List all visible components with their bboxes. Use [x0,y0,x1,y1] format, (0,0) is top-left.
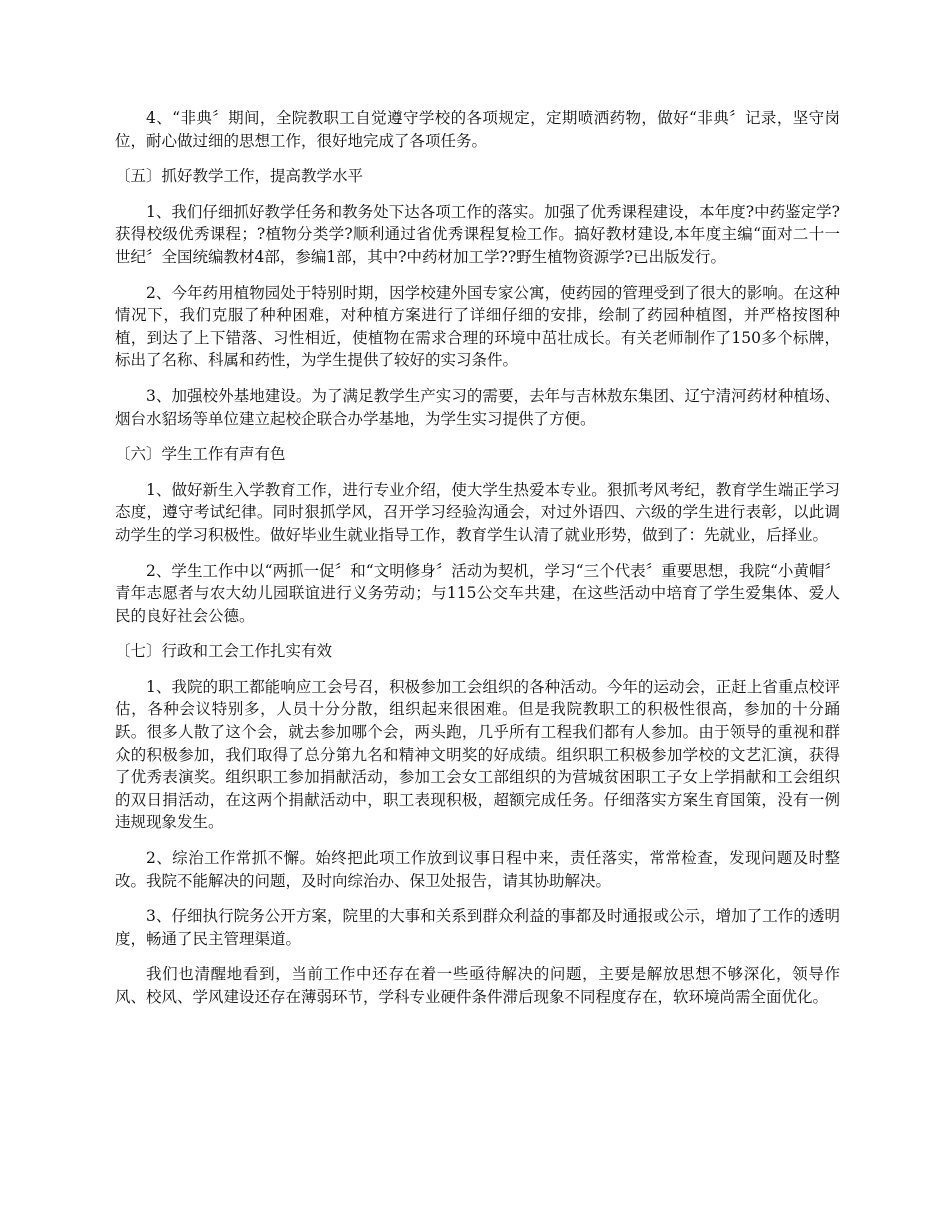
paragraph-6-1: 1、做好新生入学教育工作，进行专业介绍，使大学生热爱本专业。狠抓考风考纪，教育学生端正学习态度，遵守考试纪律。同时狠抓学风，召开学习经验沟通会，对过外语四、六级的学生进行表彰，以此调动学生的学习积极性。做好毕业生就业指导工作，教育学生认清了就业形势，做到了：先就业，后择业。 [115,480,840,544]
section-heading-5: 〔五〕抓好教学工作，提高教学水平 [115,167,364,186]
paragraph-6-2: 2、学生工作中以“两抓一促〞和“文明修身〞活动为契机，学习“三个代表〞重要思想，我院“小黄帽〞青年志愿者与农大幼儿园联谊进行义务劳动；与115公交车共建，在这些活动中培育了学生爱集体、爱人民的良好社会公德。 [115,561,840,625]
paragraph-5-3: 3、加强校外基地建设。为了满足教学生产实习的需要，去年与吉林敖东集团、辽宁清河药材种植场、烟台水貂场等单位建立起校企联合办学基地，为学生实习提供了方便。 [115,386,840,428]
paragraph-7-1: 1、我院的职工都能响应工会号召，积极参加工会组织的各种活动。今年的运动会，正赶上省重点校评估，各种会议特别多，人员十分分散，组织起来很困难。但是我院教职工的积极性很高，参加的十分踊跃。很多人散了这个会，就去参加哪个会，两头跑，几乎所有工程我们都有人参加。由于领导的重视和群众的积极参加，我们取得了总分第九名和精神文明奖的好成绩。组织职工积极参加学校的文艺汇演，获得了优秀表演奖。组织职工参加捐献活动，参加工会女工部组织的为营城贫困职工子女上学捐献和工会组织的双日捐活动，在这两个捐献活动中，职工表现积极，超额完成任务。仔细落实方案生育国策，没有一例违规现象发生。 [115,677,840,832]
paragraph-5-2: 2、今年药用植物园处于特别时期，因学校建外国专家公寓，使药园的管理受到了很大的影响。在这种情况下，我们克服了种种困难，对种植方案进行了详细仔细的安排，绘制了药园种植图，并严格按图种植，到达了上下错落、习性相近，使植物在需求合理的环境中茁壮成长。有关老师制作了150多个标牌，标出了名称、科属和药性，为学生提供了较好的实习条件。 [115,283,840,370]
paragraph-feidian: 4、“非典〞期间，全院教职工自觉遵守学校的各项规定，定期喷洒药物，做好“非典〞记录，坚守岗位，耐心做过细的思想工作，很好地完成了各项任务。 [115,109,840,150]
paragraph-conclusion: 我们也清醒地看到，当前工作中还存在着一些亟待解决的问题，主要是解放思想不够深化，领导作风、校风、学风建设还存在薄弱环节，学科专业硬件条件滞后现象不同程度存在，软环境尚需全面优化。 [115,965,840,1006]
paragraph-7-3: 3、仔细执行院务公开方案，院里的大事和关系到群众利益的事都及时通报或公示，增加了工作的透明度，畅通了民主管理渠道。 [115,907,840,948]
section-heading-6: 〔六〕学生工作有声有色 [115,445,286,464]
document-body [115,107,840,1022]
section-heading-7: 〔七〕行政和工会工作扎实有效 [115,642,333,661]
paragraph-7-2: 2、综治工作常抓不懈。始终把此项工作放到议事日程中来，责任落实，常常检查，发现问题及时整改。我院不能解决的问题，及时向综治办、保卫处报告，请其协助解决。 [115,849,840,890]
paragraph-5-1: 1、我们仔细抓好教学任务和教务处下达各项工作的落实。加强了优秀课程建设，本年度?中药鉴定学?获得校级优秀课程；?植物分类学?顺利通过省优秀课程复检工作。搞好教材建设,本年度主编“面对二十一世纪〞全国统编教材4部，参编1部，其中?中药材加工学??野生植物资源学?已出版发行。 [115,202,840,266]
